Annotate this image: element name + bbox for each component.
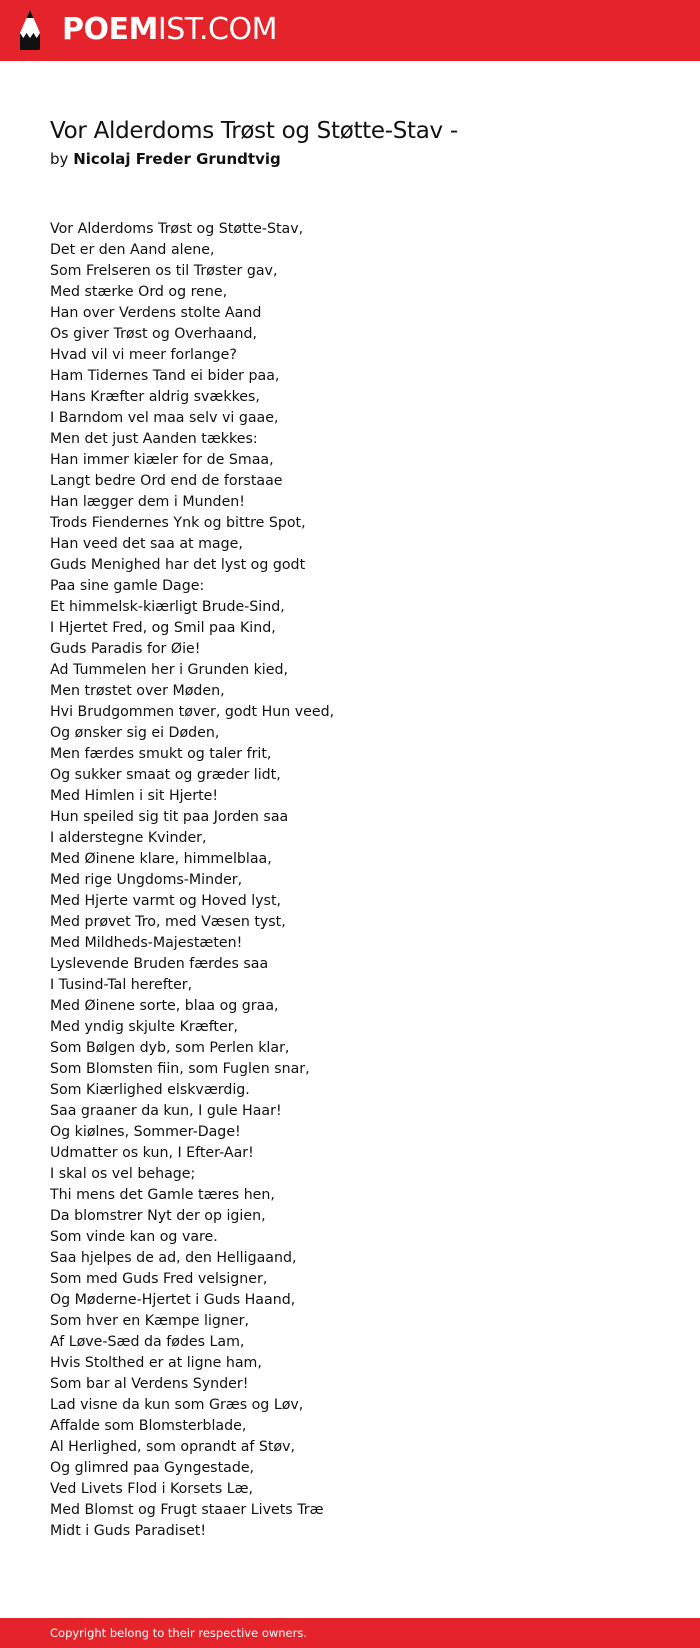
poem-line: Hvis Stolthed er at ligne ham, bbox=[50, 1355, 262, 1371]
poem-line: Paa sine gamle Dage: bbox=[50, 578, 205, 594]
poem-line: I alderstegne Kvinder, bbox=[50, 830, 207, 846]
poem-line: Al Herlighed, som oprandt af Støv, bbox=[50, 1439, 296, 1455]
poem-line: Med prøvet Tro, med Væsen tyst, bbox=[50, 914, 286, 930]
poem-line: Han veed det saa at mage, bbox=[50, 536, 243, 552]
poem-line: Men det just Aanden tækkes: bbox=[50, 431, 258, 447]
poem-body bbox=[50, 219, 334, 1542]
poem-line: Men trøstet over Møden, bbox=[50, 683, 225, 699]
poem-title: Vor Alderdoms Trøst og Støtte-Stav - bbox=[50, 118, 458, 144]
poem-line: Med Øinene klare, himmelblaa, bbox=[50, 851, 272, 867]
poem-line: Som vinde kan og vare. bbox=[50, 1229, 218, 1245]
poem-line: Med Himlen i sit Hjerte! bbox=[50, 788, 219, 804]
poem-line: Han lægger dem i Munden! bbox=[50, 494, 245, 510]
poem-line: Af Løve-Sæd da fødes Lam, bbox=[50, 1334, 245, 1350]
poem-line: Med Hjerte varmt og Hoved lyst, bbox=[50, 893, 282, 909]
poem-line: Guds Menighed har det lyst og godt bbox=[50, 557, 306, 573]
poem-line: Med Blomst og Frugt staaer Livets Træ bbox=[50, 1502, 324, 1518]
poem-line: Hvad vil vi meer forlange? bbox=[50, 347, 237, 363]
poem-line: Langt bedre Ord end de forstaae bbox=[50, 473, 283, 489]
poem-line: Med rige Ungdoms-Minder, bbox=[50, 872, 243, 888]
poem-line: Saa graaner da kun, I gule Haar! bbox=[50, 1103, 282, 1119]
poem-line: Han over Verdens stolte Aand bbox=[50, 305, 262, 321]
poem-line: Som Blomsten fiin, som Fuglen snar, bbox=[50, 1061, 310, 1077]
site-footer bbox=[0, 1618, 700, 1648]
poem-line: Da blomstrer Nyt der op igien, bbox=[50, 1208, 266, 1224]
poem-line: Lad visne da kun som Græs og Løv, bbox=[50, 1397, 304, 1413]
poem-byline bbox=[50, 148, 281, 170]
poem-line: Det er den Aand alene, bbox=[50, 242, 215, 258]
poem-line: Med stærke Ord og rene, bbox=[50, 284, 228, 300]
poem-line: Som Kiærlighed elskværdig. bbox=[50, 1082, 250, 1098]
poem-line: Ad Tummelen her i Grunden kied, bbox=[50, 662, 288, 678]
poem-author[interactable]: Nicolaj Freder Grundtvig bbox=[73, 150, 281, 168]
poem-line: Trods Fiendernes Ynk og bittre Spot, bbox=[50, 515, 306, 531]
poem-line: Som Frelseren os til Trøster gav, bbox=[50, 263, 278, 279]
poem-line: Saa hjelpes de ad, den Helligaand, bbox=[50, 1250, 297, 1266]
poem-line: Vor Alderdoms Trøst og Støtte-Stav, bbox=[50, 221, 304, 237]
poem-line: Og sukker smaat og græder lidt, bbox=[50, 767, 281, 783]
poem-line: Ved Livets Flod i Korsets Læ, bbox=[50, 1481, 254, 1497]
poem-line: Og ønsker sig ei Døden, bbox=[50, 725, 220, 741]
by-label: by bbox=[50, 150, 69, 168]
poem-line: Hvi Brudgommen tøver, godt Hun veed, bbox=[50, 704, 335, 720]
poem-line: I skal os vel behage; bbox=[50, 1166, 196, 1182]
poem-line: Ham Tidernes Tand ei bider paa, bbox=[50, 368, 280, 384]
site-header bbox=[0, 0, 700, 61]
logo-light-text: IST.COM bbox=[157, 12, 277, 47]
poem-line: Hun speiled sig tit paa Jorden saa bbox=[50, 809, 289, 825]
poem-line: Som bar al Verdens Synder! bbox=[50, 1376, 249, 1392]
poem-line: Thi mens det Gamle tæres hen, bbox=[50, 1187, 275, 1203]
poem-line: Og glimred paa Gyngestade, bbox=[50, 1460, 255, 1476]
poem-line: Lyslevende Bruden færdes saa bbox=[50, 956, 269, 972]
poem-line: Og Møderne-Hjertet i Guds Haand, bbox=[50, 1292, 296, 1308]
poem-line: Og kiølnes, Sommer-Dage! bbox=[50, 1124, 241, 1140]
poem-line: Han immer kiæler for de Smaa, bbox=[50, 452, 274, 468]
poem-line: I Barndom vel maa selv vi gaae, bbox=[50, 410, 279, 426]
poem-line: Hans Kræfter aldrig svækkes, bbox=[50, 389, 260, 405]
poem-line: Som hver en Kæmpe ligner, bbox=[50, 1313, 249, 1329]
poem-line: I Tusind-Tal herefter, bbox=[50, 977, 193, 993]
poem-line: I Hjertet Fred, og Smil paa Kind, bbox=[50, 620, 276, 636]
poem-line: Guds Paradis for Øie! bbox=[50, 641, 201, 657]
pencil-tip-icon[interactable] bbox=[17, 9, 43, 51]
poem-line: Midt i Guds Paradiset! bbox=[50, 1523, 207, 1539]
poem-line: Som med Guds Fred velsigner, bbox=[50, 1271, 268, 1287]
logo-bold-text: POEM bbox=[62, 12, 158, 47]
poem-line: Udmatter os kun, I Efter-Aar! bbox=[50, 1145, 254, 1161]
poem-line: Med Mildheds-Majestæten! bbox=[50, 935, 243, 951]
poem-line: Et himmelsk-kiærligt Brude-Sind, bbox=[50, 599, 285, 615]
poem-line: Med Øinene sorte, blaa og graa, bbox=[50, 998, 279, 1014]
copyright-text: Copyright belong to their respective owners. bbox=[50, 1626, 308, 1640]
poem-line: Affalde som Blomsterblade, bbox=[50, 1418, 247, 1434]
poem-line: Os giver Trøst og Overhaand, bbox=[50, 326, 257, 342]
poem-line: Med yndig skjulte Kræfter, bbox=[50, 1019, 239, 1035]
poem-line: Men færdes smukt og taler frit, bbox=[50, 746, 272, 762]
poem-line: Som Bølgen dyb, som Perlen klar, bbox=[50, 1040, 290, 1056]
site-logo[interactable] bbox=[62, 12, 277, 48]
